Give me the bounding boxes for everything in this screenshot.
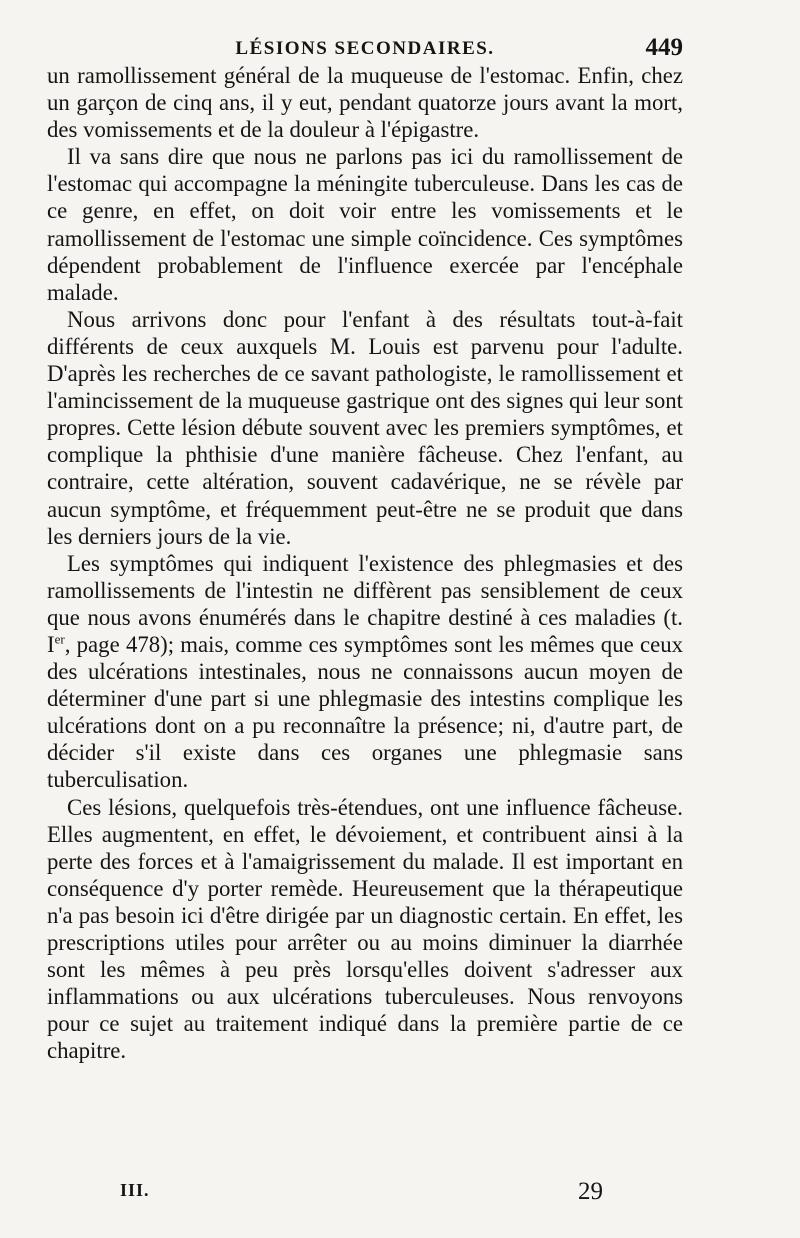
paragraph-4 (47, 550, 683, 794)
paragraph-4-text-after: , page 478); mais, comme ces symptômes sont les mêmes que ceux des ulcérations intestinales, nous ne connaissons aucun moyen de déterminer d'une part si une phlegmasie des intestins complique les ulcérations dont on a pu reconnaître la présence; ni, d'autre part, de décider s'il existe dans ces organes une phlegmasie sans tuberculisation. (47, 631, 683, 793)
sheet-folio: 29 (578, 1178, 603, 1205)
paragraph-2: Il va sans dire que nous ne parlons pas ici du ramollissement de l'estomac qui accompagne la méningite tuberculeuse. Dans les cas de ce genre, en effet, on doit voir entre les vomissements et le ramollissement de l'estomac une simple coïncidence. Ces symptômes dépendent probablement de l'influence exercée par l'encéphale malade. (47, 144, 683, 305)
signature-mark: III. (120, 1180, 150, 1200)
running-head (47, 34, 683, 64)
running-title: LÉSIONS SECONDAIRES. (235, 38, 495, 59)
paragraph-5: Ces lésions, quelquefois très-étendues, ont une influence fâcheuse. Elles augmentent, en effet, le dévoiement, et contribuent ainsi à la perte des forces et à l'amaigrissement du malade. Il est important en conséquence d'y porter remède. Heureusement que la thérapeutique n'a pas besoin ici d'être dirigée par un diagnostic certain. En effet, les prescriptions utiles pour arrêter ou au moins diminuer la diarrhée sont les mêmes à peu près lorsqu'elles doivent s'adresser aux inflammations ou aux ulcérations tuberculeuses. Nous renvoyons pour ce sujet au traitement indiqué dans la première partie de ce chapitre. (47, 794, 683, 1064)
paragraph-3: Nous arrivons donc pour l'enfant à des résultats tout-à-fait différents de ceux auxquels M. Louis est parvenu pour l'adulte. D'après les recherches de ce savant pathologiste, le ramollissement et l'amincissement de la muqueuse gastrique ont des signes qui leur sont propres. Cette lésion débute souvent avec les premiers symptômes, et complique la phthisie d'une manière fâcheuse. Chez l'enfant, au contraire, cette altération, souvent cadavérique, ne se révèle par aucun symptôme, et fréquemment peut-être ne se produit que dans les derniers jours de la vie. (47, 306, 683, 549)
superscript-er: er (54, 631, 65, 647)
paragraph-4-text-before: Les symptômes qui indiquent l'existence des phlegmasies et des ramollissements de l'intestin ne diffèrent pas sensiblement de ceux que nous avons énumérés dans le chapitre destiné à ces maladies (t. I (47, 550, 683, 657)
paragraph-1: un ramollissement général de la muqueuse de l'estomac. Enfin, chez un garçon de cinq ans, il y eut, pendant quatorze jours avant la mort, des vomissements et de la douleur à l'épigastre. (47, 63, 683, 143)
body-text (47, 62, 683, 1064)
page-number: 449 (645, 34, 683, 61)
